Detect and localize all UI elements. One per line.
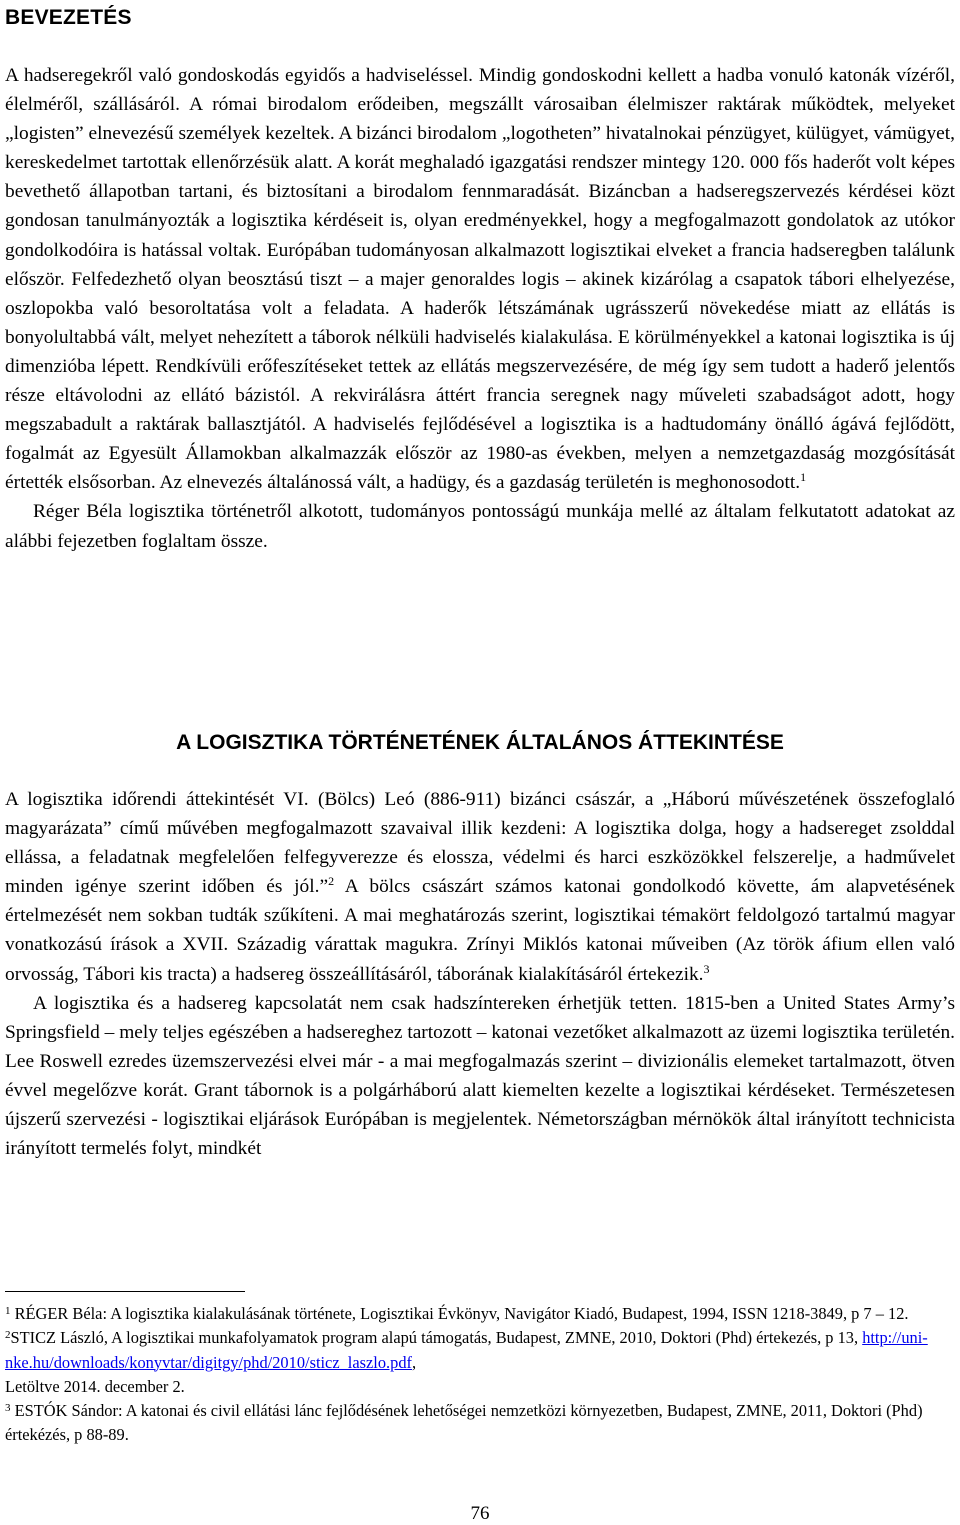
footnote-3 — [5, 1399, 955, 1448]
intro-section — [5, 61, 955, 556]
footnote-2-text: STICZ László, A logisztikai munkafolyamatok program alapú támogatás, Budapest, ZMNE, 2010, Doktori (Phd) értekezés, p 13, — [10, 1328, 863, 1348]
footnote-1-text: RÉGER Béla: A logisztika kialakulásának története, Logisztikai Évkönyv, Navigátor Kiadó, Budapest, 1994, ISSN 1218-3849, p 7 – 12. — [10, 1304, 909, 1323]
footnote-ref-3[interactable]: 3 — [703, 961, 710, 976]
footnote-2-date: Letöltve 2014. december 2. — [5, 1376, 185, 1396]
history-paragraph-2: A logisztika és a hadsereg kapcsolatát nem csak hadszíntereken érhetjük tetten. 1815-ben a United States Army’s Springsfield – mely teljes egészében a hadsereghez tartozott – katonai vezetőket alkalmazott az üzemi logisztika területén. Lee Roswell ezredes üzemszervezési elvei már - a mai megfogalmazás szerint – divizionális elemeket tartalmazott, ötven évvel megelőzve korát. Grant tábornok is a polgárháború alatt kiemelten kezelte a logisztikai kérdéseket. Természetesen újszerű szervezési - logisztikai eljárások Európában is megjelentek. Németországban mérnökök által irányított technicista irányított termelés folyt, mindkét — [5, 992, 955, 1160]
history-paragraph-1 — [5, 785, 955, 989]
footnote-divider — [5, 1291, 245, 1292]
footnote-ref-2[interactable]: 2 — [328, 874, 335, 889]
page-number: 76 — [470, 1503, 490, 1524]
footnote-2-tail: , — [411, 1352, 417, 1372]
footnote-2-link[interactable]: http://uni-nke.hu/downloads/konyvtar/digitgy/phd/2010/sticz_laszlo.pdf — [5, 1328, 928, 1372]
intro-paragraph-1 — [5, 61, 955, 497]
footnote-1-number: 1 — [5, 1305, 11, 1317]
history-paragraph-1-text-b: A bölcs császárt számos katonai gondolkodó követte, ám alapvetésének értelmezését nem sokban tudták szűkíteni. A mai meghatározás szerint, logisztikai témakört feldolgozó tartalmú magyar vonatkozású írások a XVII. Századig várattak magukra. Zrínyi Miklós katonai műveiben (Az török áfium ellen való orvosság, Tábori kis tracta) a hadsereg összeállításáról, táborának kialakításáról értekezik. — [5, 876, 955, 985]
intro-paragraph-1-text: A hadseregekről való gondoskodás egyidős a hadviseléssel. Mindig gondoskodni kellett a hadba vonuló katonák vízéről, élelméről, szállásáról. A római birodalom erődeiben, megszállt városaiban élelmiszer raktárak működtek, melyeket „logisten” elnevezésű személyek kezeltek. A bizánci birodalom „logotheten” hivatalnokai pénzügyet, külügyet, vámügyet, kereskedelmet tartottak ellenőrzésük alatt. A korát meghaladó igazgatási rendszer mintegy 120. 000 fős haderőt volt képes bevethető állapotban tartani, és biztosítani a birodalom fennmaradását. Bizáncban a hadseregszervezés kérdései közt gondosan tanulmányozták a logisztika kérdéseit is, olyan eredményekkel, hogy a megfogalmazott gondolatok az utókor gondolkodóira is hatással voltak. Európában tudományosan alkalmazott logisztikai elveket a francia hadseregben találunk először. Felfedezhető olyan beosztású tiszt – a majer genoraldes logis – akinek kizárólag a csapatok tábori elhelyezése, oszlopokba való besoroltatása volt a feladata. A haderők létszámának ugrásszerű növekedése miatt az ellátás is bonyolultabbá vált, melyet nehezített a táborok nélküli hadviselés kialakulása. E körülményekkel a katonai logisztika is új dimenzióba lépett. Rendkívüli erőfeszítéseket tettek az ellátás megszervezésére, de még így sem tudott a haderő jelentős része eltávolodni az ellátó bázistól. A rekvirálásra áttért francia seregnek nagy műveleti szabadságot adott, hogy megszabadult a raktárak ballasztjától. A hadviselés fejlődésével a logisztika is a hadtudomány önálló ágává fejlődött, fogalmát az Egyesült Államokban alkalmazzák először az 1980-as években, melyen a nemzetgazdaság mozgósítását értették elsősorban. Az elnevezés általánossá vált, a hadügy, és a gazdaság területén is meghonosodott. — [5, 65, 955, 494]
footnote-2 — [5, 1326, 955, 1399]
history-section — [5, 785, 955, 1163]
section-heading-intro: BEVEZETÉS — [5, 6, 132, 29]
footnote-3-text: ESTÓK Sándor: A katonai és civil ellátási lánc fejlődésének lehetőségei nemzetközi környezetben, Budapest, ZMNE, 2011, Doktori (Phd) értekézés, p 88-89. — [5, 1401, 923, 1445]
intro-paragraph-2: Réger Béla logisztika történetről alkotott, tudományos pontosságú munkája mellé az általam felkutatott adatokat az alábbi fejezetben foglaltam össze. — [5, 501, 955, 552]
footnotes — [5, 1302, 955, 1448]
footnote-2-number: 2 — [5, 1329, 11, 1342]
document-page — [5, 0, 955, 1525]
footnote-3-number: 3 — [5, 1402, 11, 1415]
footnote-ref-1[interactable]: 1 — [800, 470, 807, 485]
footnote-1 — [5, 1302, 955, 1326]
history-paragraph-1-text-a: A logisztika időrendi áttekintését VI. (Bölcs) Leó (886-911) bizánci császár, a „Háború művészetének összefoglaló magyarázata” című művében megfogalmazott szavaival illik kezdeni: A logisztika dolga, hogy a hadsereget zsolddal ellássa, a feladatnak megfelelően felfegyverezze és elossza, védelmi és harci eszközökkel felszerelje, a hadművelet minden igénye szerint időben és jól.” — [5, 789, 955, 898]
section-heading-history: A LOGISZTIKA TÖRTÉNETÉNEK ÁLTALÁNOS ÁTTEKINTÉSE — [176, 731, 784, 754]
